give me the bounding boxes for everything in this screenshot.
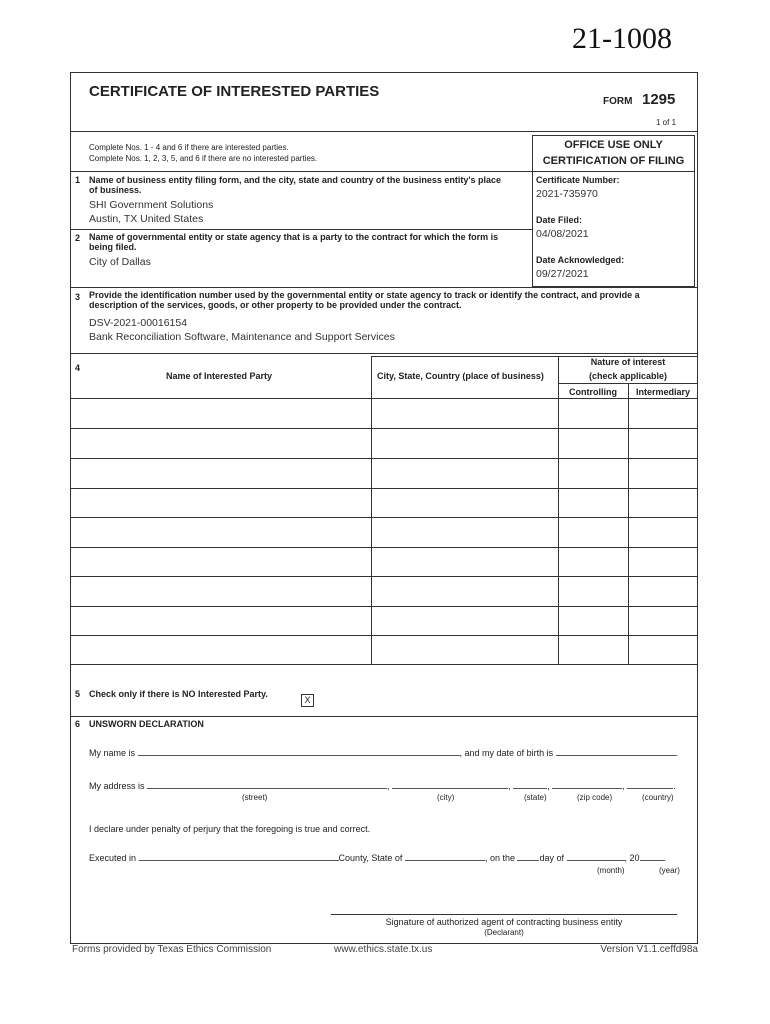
street-label: (street) — [242, 793, 268, 802]
contract-description: Bank Reconciliation Software, Maintenance and Support Services — [89, 331, 395, 343]
governmental-entity-name: City of Dallas — [89, 256, 151, 268]
section-1-label-line-2: of business. — [89, 185, 142, 195]
divider — [70, 229, 532, 230]
certification-of-filing-title: CERTIFICATION OF FILING — [542, 155, 685, 167]
year-field[interactable] — [640, 851, 664, 861]
column-divider — [558, 356, 559, 664]
section-1-number: 1 — [75, 175, 81, 185]
name-field[interactable] — [138, 746, 460, 756]
state-label: (state) — [524, 793, 547, 802]
form-title: CERTIFICATE OF INTERESTED PARTIES — [89, 83, 380, 100]
declaration-text: I declare under penalty of perjury that the foregoing is true and correct. — [89, 824, 371, 834]
day-of-text: day of — [539, 853, 565, 863]
month-label: (month) — [597, 866, 625, 875]
office-use-title: OFFICE USE ONLY — [564, 139, 663, 151]
column-divider — [371, 356, 372, 664]
contract-id: DSV-2021-00016154 — [89, 317, 188, 329]
birth-date-field[interactable] — [556, 746, 676, 756]
date-acknowledged-value: 09/27/2021 — [536, 268, 589, 280]
instruction-line-1: Complete Nos. 1 - 4 and 6 if there are interested parties. — [89, 143, 289, 152]
section-5-number: 5 — [75, 689, 81, 699]
divider — [70, 716, 698, 717]
section-3-label-line-1: Provide the identification number used by the governmental entity or state agency to track or identify the contract, and provide a — [89, 290, 640, 300]
name-prefix: My name is — [89, 748, 136, 758]
table-row-line — [70, 398, 698, 399]
section-3-number: 3 — [75, 292, 81, 302]
divider — [70, 287, 698, 288]
certificate-number-label: Certificate Number: — [536, 175, 620, 185]
divider — [70, 131, 698, 132]
table-row-line — [70, 428, 698, 429]
footer-provider: Forms provided by Texas Ethics Commission — [72, 944, 272, 955]
zip-label: (zip code) — [577, 793, 613, 802]
section-3-label-line-2: description of the services, goods, or other property to be provided under the contract. — [89, 300, 462, 310]
instruction-line-2: Complete Nos. 1, 2, 3, 5, and 6 if there are no interested parties. — [89, 154, 318, 163]
section-5-label: Check only if there is NO Interested Party. — [89, 689, 268, 699]
section-1-label-line-1: Name of business entity filing form, and the city, state and country of the business entity's place — [89, 175, 502, 185]
signature-label: Signature of authorized agent of contracting business entity — [385, 917, 623, 927]
handwritten-file-number: 21-1008 — [572, 22, 672, 55]
table-row-line — [70, 488, 698, 489]
table-row-line — [70, 664, 698, 665]
signature-line[interactable] — [331, 914, 677, 915]
month-field[interactable] — [567, 851, 625, 861]
country-field[interactable] — [627, 779, 673, 789]
city-field[interactable] — [392, 779, 508, 789]
address-prefix: My address is — [89, 781, 145, 791]
date-filed-label: Date Filed: — [536, 215, 583, 225]
form-label: FORM — [603, 96, 633, 107]
column-divider — [628, 383, 629, 664]
birth-text: , and my date of birth is — [459, 748, 554, 758]
executed-prefix: Executed in — [89, 853, 137, 863]
divider — [558, 383, 698, 384]
column-header-controlling: Controlling — [569, 387, 617, 397]
declarant-label: (Declarant) — [484, 928, 524, 937]
business-entity-name: SHI Government Solutions — [89, 199, 214, 211]
year-prefix: , 20 — [624, 853, 640, 863]
certificate-number-value: 2021-735970 — [536, 188, 598, 200]
year-label: (year) — [659, 866, 680, 875]
section-6-title: UNSWORN DECLARATION — [89, 719, 204, 729]
date-acknowledged-label: Date Acknowledged: — [536, 255, 625, 265]
day-field[interactable] — [517, 851, 539, 861]
table-row-line — [70, 635, 698, 636]
no-interested-party-checkbox[interactable]: X — [301, 694, 314, 707]
street-field[interactable] — [147, 779, 387, 789]
table-row-line — [70, 458, 698, 459]
column-header-city: City, State, Country (place of business) — [377, 371, 544, 381]
column-header-nature: Nature of interest — [590, 357, 666, 367]
state-of-field[interactable] — [405, 851, 485, 861]
address-line: My address is , , , , . — [89, 781, 676, 791]
date-filed-value: 04/08/2021 — [536, 228, 589, 240]
city-label: (city) — [437, 793, 455, 802]
divider — [532, 171, 695, 172]
name-line: My name is , and my date of birth is . — [89, 748, 679, 758]
section-6-number: 6 — [75, 719, 81, 729]
on-the-text: , on the — [484, 853, 515, 863]
table-row-line — [70, 547, 698, 548]
footer-version: Version V1.1.ceffd98a — [600, 944, 698, 955]
section-2-label-line-2: being filed. — [89, 242, 137, 252]
state-field[interactable] — [513, 779, 547, 789]
business-entity-location: Austin, TX United States — [89, 213, 204, 225]
county-field[interactable] — [139, 851, 339, 861]
divider — [70, 353, 698, 354]
section-2-number: 2 — [75, 233, 81, 243]
footer-website[interactable]: www.ethics.state.tx.us — [334, 944, 433, 955]
column-header-name: Name of Interested Party — [166, 371, 273, 381]
section-4-number: 4 — [75, 363, 81, 373]
county-text: County, State of — [338, 853, 403, 863]
page-indicator: 1 of 1 — [656, 118, 677, 127]
executed-line: Executed in County, State of , on the day of , 20 . — [89, 853, 667, 863]
form-number: 1295 — [642, 91, 676, 108]
column-header-check-applicable: (check applicable) — [588, 371, 668, 381]
table-row-line — [70, 606, 698, 607]
table-row-line — [70, 517, 698, 518]
section-2-label-line-1: Name of governmental entity or state agency that is a party to the contract for which the form is — [89, 232, 499, 242]
table-row-line — [70, 576, 698, 577]
divider — [70, 171, 532, 172]
zip-field[interactable] — [552, 779, 622, 789]
country-label: (country) — [642, 793, 674, 802]
column-header-intermediary: Intermediary — [635, 387, 691, 397]
